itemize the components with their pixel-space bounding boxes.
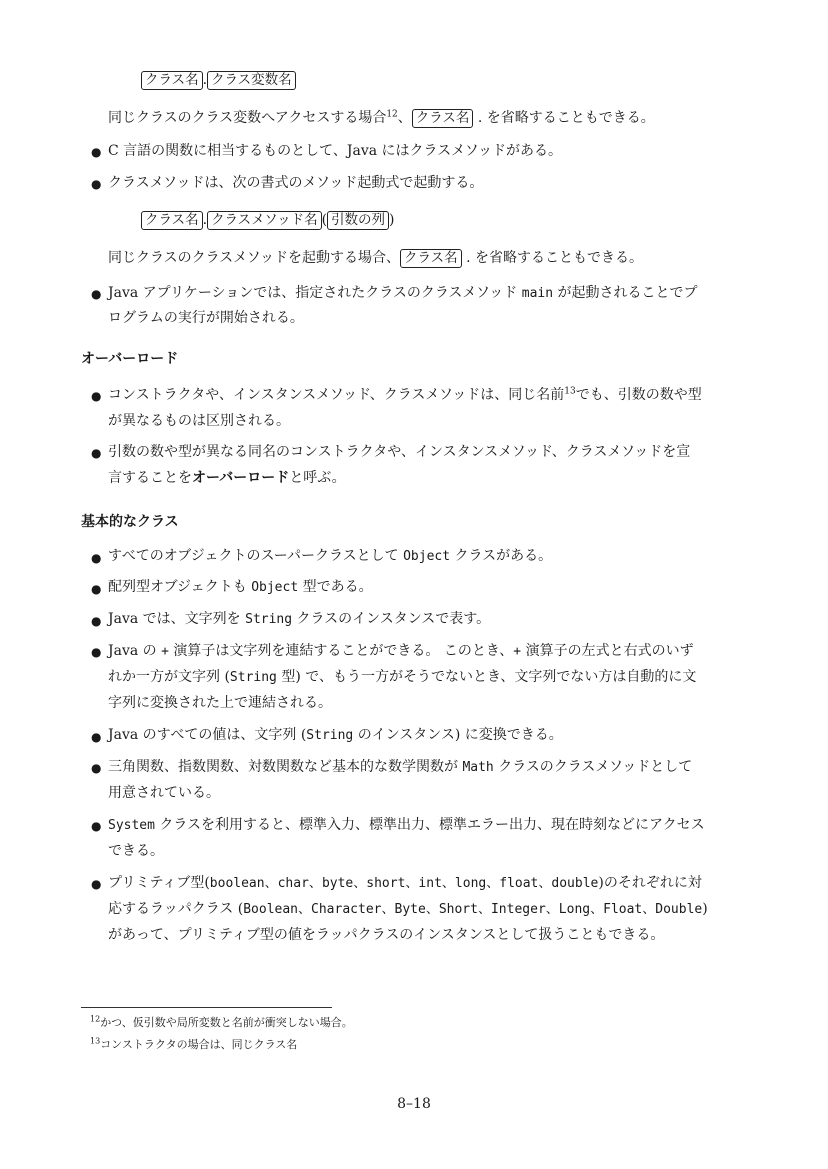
section-heading-basic-classes: 基本的なクラス — [81, 514, 179, 530]
list-item: すべてのオブジェクトのスーパークラスとして Object クラスがある。 — [108, 548, 553, 564]
bullet-icon: ● — [91, 645, 102, 659]
list-item: 三角関数、指数関数、対数関数など基本的な数学関数が Math クラスのクラスメソッドとして — [108, 759, 693, 775]
list-item-continued: が異なるものは区別される。 — [108, 413, 290, 429]
paragraph: 同じクラスのクラス変数へアクセスする場合$^{12}$、 クラス名 . を省略することもできる。 — [108, 109, 655, 126]
list-item: クラスメソッドは、次の書式のメソッド起動式で起動する。 — [108, 175, 484, 191]
list-item-continued: 用意されている。 — [108, 785, 220, 801]
primitive-type-list: boolean、char、byte、short、int、long、float、double — [209, 876, 599, 891]
bullet-icon: ● — [91, 389, 102, 403]
code-token: char — [277, 876, 309, 891]
list-item: 引数の数や型が異なる同名のコンストラクタや、インスタンスメソッド、クラスメソッドを宣 — [108, 444, 691, 460]
list-item-continued: れか一方が文字列 (String 型) で、もう一方がそうでないとき、文字列でない方は自動的に文 — [108, 669, 697, 685]
syntax-class-method: クラス名 . クラスメソッド名 ( 引数の列 ) — [141, 210, 395, 230]
code-token: Short — [438, 902, 478, 917]
placeholder-box: クラス名 — [141, 211, 203, 230]
bullet-icon: ● — [91, 446, 102, 460]
code-token: Boolean — [243, 902, 299, 917]
placeholder-box: クラス名 — [412, 109, 474, 128]
list-item: Java アプリケーションでは、指定されたクラスのクラスメソッド main が起動されることでプ — [108, 285, 698, 301]
list-item-continued: があって、プリミティブ型の値をラッパクラスのインスタンスとして扱うこともできる。 — [108, 927, 665, 943]
bullet-icon: ● — [91, 730, 102, 744]
code-token: float — [499, 876, 539, 891]
list-item: コンストラクタや、インスタンスメソッド、クラスメソッドは、同じ名前$^{13}$でも、引数の数や型 — [108, 386, 702, 403]
bullet-icon: ● — [91, 877, 102, 891]
code-token: Byte — [394, 902, 426, 917]
term-overload: オーバーロード — [192, 470, 290, 486]
placeholder-box: 引数の列 — [327, 211, 389, 230]
placeholder-box: クラス名 — [400, 249, 462, 268]
bullet-icon: ● — [91, 287, 102, 301]
placeholder-box: クラス変数名 — [207, 71, 296, 90]
code-token: int — [418, 876, 442, 891]
bullet-icon: ● — [91, 819, 102, 833]
bullet-icon: ● — [91, 145, 102, 159]
bullet-icon: ● — [91, 551, 102, 565]
list-item: Java のすべての値は、文字列 (String のインスタンス) に変換できる。 — [108, 727, 563, 743]
code-token: Integer — [490, 902, 546, 917]
footnote-ref[interactable]: 13 — [564, 386, 576, 397]
footnote-rule — [81, 1007, 332, 1008]
syntax-class-variable: クラス名 . クラス変数名 — [141, 70, 296, 90]
section-heading-overload: オーバーロード — [81, 351, 179, 367]
code-token: Float — [603, 902, 643, 917]
paragraph: 同じクラスのクラスメソッドを起動する場合、 クラス名 . を省略することもできる。 — [108, 250, 644, 266]
footnote: $^{13}$コンストラクタの場合は、同じクラス名 — [90, 1036, 298, 1051]
placeholder-box: クラスメソッド名 — [207, 211, 322, 230]
bullet-icon: ● — [91, 761, 102, 775]
list-item-continued: 応するラッパクラス (Boolean、Character、Byte、Short、Integer、Long、Float、Double) — [108, 901, 708, 917]
footnote-ref[interactable]: 12 — [386, 109, 398, 120]
wrapper-class-list: Boolean、Character、Byte、Short、Integer、Long、Float、Double — [243, 902, 703, 917]
code-token: byte — [321, 876, 354, 891]
list-item: System クラスを利用すると、標準入力、標準出力、標準エラー出力、現在時刻などにアクセス — [108, 817, 705, 833]
list-item-continued: ログラムの実行が開始される。 — [108, 310, 304, 326]
list-item-continued: 字列に変換された上で連結される。 — [108, 695, 332, 711]
footnote: $^{12}$かつ、仮引数や局所変数と名前が衝突しない場合。 — [90, 1014, 353, 1029]
code-token: Double — [655, 902, 703, 917]
list-item: プリミティブ型(boolean、char、byte、short、int、long、float、double)のそれぞれに対 — [108, 875, 702, 891]
bullet-icon: ● — [91, 177, 102, 191]
bullet-icon: ● — [91, 614, 102, 628]
code-token: boolean — [209, 876, 265, 891]
bullet-icon: ● — [91, 582, 102, 596]
placeholder-box: クラス名 — [141, 71, 203, 90]
list-item: 配列型オブジェクトも Object 型である。 — [108, 579, 373, 595]
list-item: C 言語の関数に相当するものとして、Java にはクラスメソッドがある。 — [108, 143, 563, 159]
code-token: short — [366, 876, 406, 891]
page-number: 8–18 — [397, 1096, 431, 1112]
code-token: Long — [558, 902, 591, 917]
code-token: Character — [311, 902, 382, 917]
list-item: Java の + 演算子は文字列を連結することができる。 このとき、+ 演算子の左式と右式のいず — [108, 643, 694, 659]
list-item: Java では、文字列を String クラスのインスタンスで表す。 — [108, 611, 491, 627]
list-item-continued: 言することをオーバーロードと呼ぶ。 — [108, 470, 346, 486]
code-token: double — [551, 876, 599, 891]
code-token: long — [454, 876, 487, 891]
list-item-continued: できる。 — [108, 843, 164, 859]
